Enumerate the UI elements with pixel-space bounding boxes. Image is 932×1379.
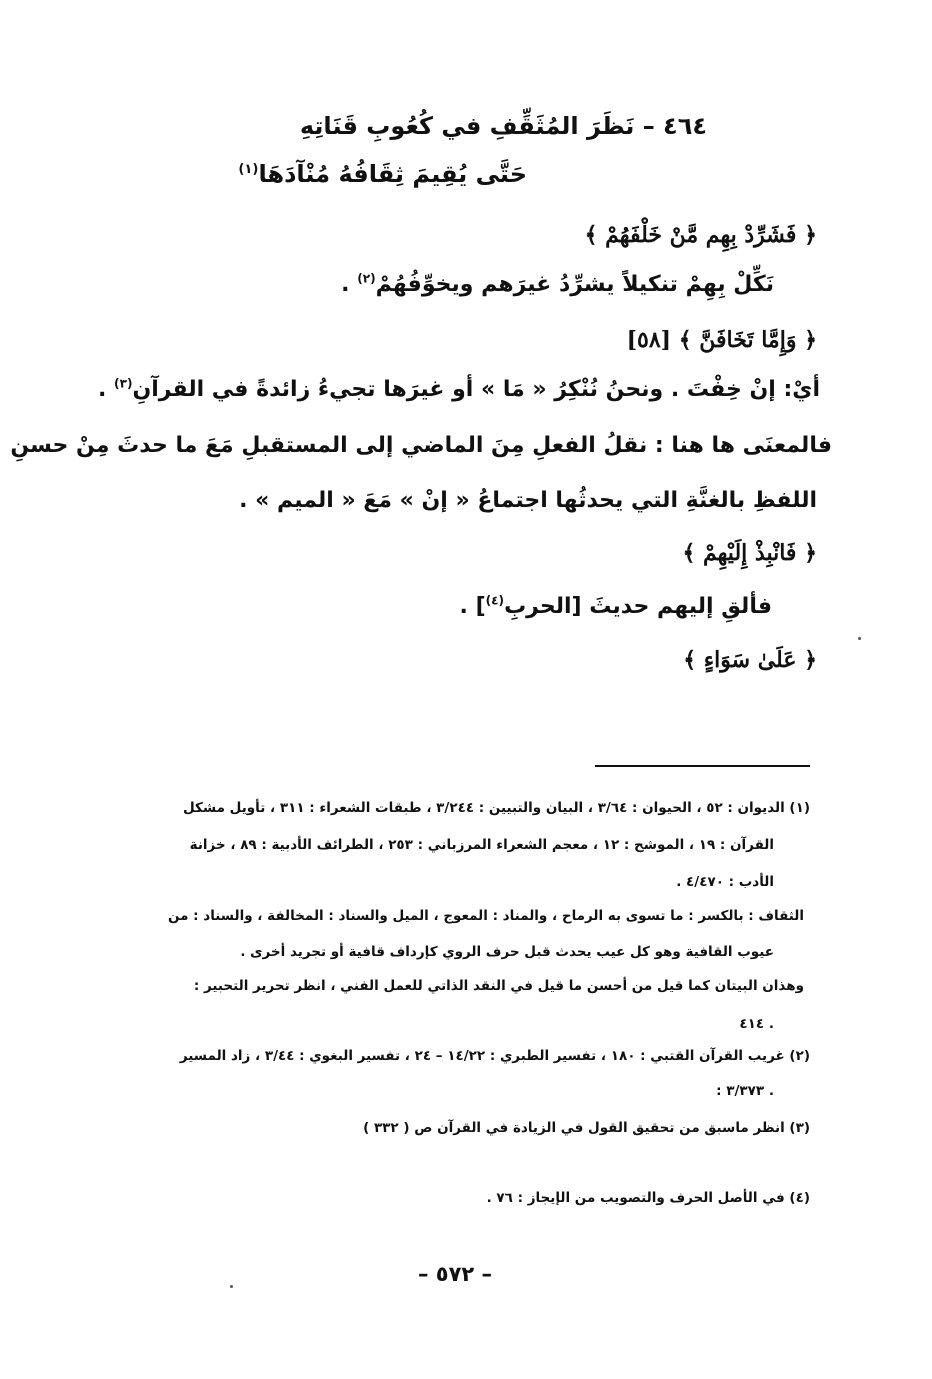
footnote-1-line-7: ٤١٤ . [739,1016,774,1032]
scan-speck [230,1285,233,1288]
page-number: – ٥٧٢ – [417,1262,493,1286]
footnote-separator [595,765,810,767]
verse-line-1: ٤٦٤ – نَظَرَ المُثَقِّفِ في كُعُوبِ قَنَاتِهِ [299,112,707,140]
footnote-ref-3: (٣) [114,376,133,391]
footnote-1-line-5: عيوب القافية وهو كل عيب يحدث قبل حرف الروي كإرداف قافية أو تجريد أخرى . [240,944,774,960]
footnote-ref-1: (١) [238,162,259,177]
footnote-2-line-2: : ٣/٣٧٣ . [716,1083,774,1099]
commentary-line-5: فألقِ إليهم حديثَ [الحربِ$^{(٤)}$] . [459,593,772,619]
scan-speck [858,637,861,640]
quran-excerpt-2: ﴿ وَإِمَّا تَخَافَنَّ ﴾ [٥٨] [626,327,817,353]
quran-excerpt-4: ﴿ عَلَىٰ سَوَاءٍ ﴾ [683,647,817,673]
commentary-line-4: اللفظِ بالغنَّةِ التي يحدثُها اجتماعُ « إنْ » مَعَ « الميم » . [239,488,817,513]
commentary-line-2: أيْ: إنْ خِفْتَ . ونحنُ نُنْكِرُ « مَا » أو غيرَها تجيءُ زائدةً في القرآنِ$^{(٣)}$ . [98,376,820,402]
footnote-1-line-6: وهذان البيتان كما قيل من أحسن ما قيل في النقد الذاتي للعمل الفني ، انظر تحرير التحبير : [193,978,804,994]
footnote-ref-2: (٢) [357,271,376,286]
footnote-4: (٤) في الأصل الحرف والتصويب من الإيجاز : ٧٦ . [486,1190,810,1206]
footnote-1-line-4: الثقاف : بالكسر : ما تسوى به الرماح ، والمناد : المعوج ، الميل والسناد : المخالفة ، والسناد : من [167,908,804,924]
footnote-1-line-3: الأدب : ٤/٤٧٠ . [676,874,774,890]
footnote-1-line-1: (١) الديوان : ٥٢ ، الحيوان : ٣/٦٤ ، البيان والتبيين : ٣/٢٤٤ ، طبقات الشعراء : ٣١١ ، تأويل مشكل [182,800,810,816]
footnote-ref-4: (٤) [485,593,505,608]
commentary-line-1: نَكِّلْ بِهِمْ تنكيلاً يشرِّدُ غيرَهم ويخوِّفُهُمْ$^{(٢)}$ . [341,271,774,297]
verse-line-2: حَتَّى يُقِيمَ ثِقَافُهُ مُنْآدَهَا$^{(١)}$ [238,160,527,188]
quran-excerpt-1: ﴿ فَشَرِّدْ بِهِم مَّنْ خَلْفَهُمْ ﴾ [584,222,817,248]
footnote-2-line-1: (٢) غريب القرآن القتبي : ١٨٠ ، تفسير الطبري : ١٤/٢٢ – ٢٤ ، تفسير البغوي : ٣/٤٤ ، زاد المسير [179,1048,810,1064]
footnote-1-line-2: القرآن : ١٩ ، الموشح : ١٢ ، معجم الشعراء المرزباني : ٢٥٣ ، الطرائف الأدبية : ٨٩ ، خزانة [189,837,774,853]
footnote-3: (٣) انظر ماسبق من تحقيق القول في الزيادة في القرآن ص ( ٣٣٢ ) [363,1120,810,1136]
commentary-line-3: فالمعنَى ها هنا : نقلُ الفعلِ مِنَ الماضي إلى المستقبلِ مَعَ ما حدثَ مِنْ حسنِ [10,433,832,458]
quran-excerpt-3: ﴿ فَانْبِذْ إِلَيْهِمْ ﴾ [682,540,817,566]
